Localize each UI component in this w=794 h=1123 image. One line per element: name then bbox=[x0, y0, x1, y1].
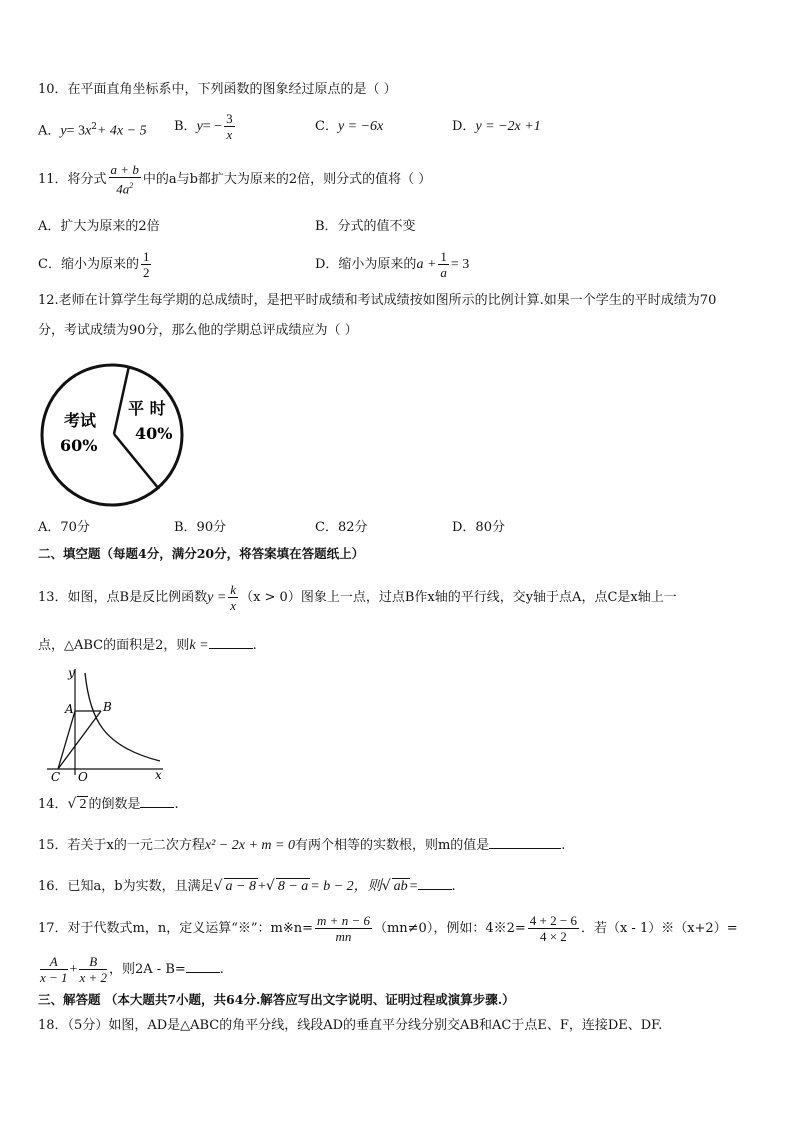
q11-option-b[interactable]: B．分式的值不变 bbox=[315, 219, 416, 234]
graph-label-y: y bbox=[68, 666, 75, 680]
q13-answer-blank[interactable] bbox=[209, 636, 253, 649]
q14-stem: 14．√ 2 的倒数是 . bbox=[38, 796, 179, 812]
section-heading-solutions: 三、解答题 （本大题共7小题，共64分.解答应写出文字说明、证明过程或演算步骤.） bbox=[38, 992, 515, 1007]
graph-label-x: x bbox=[155, 768, 162, 782]
q15-answer-blank[interactable] bbox=[489, 836, 561, 849]
pie-value-exam: 60% bbox=[60, 436, 98, 455]
q13-stem-line2: 点，△ABC的面积是2，则k = . bbox=[38, 638, 257, 653]
q18-stem: 18．（5分）如图，AD是△ABC的角平分线，线段AD的垂直平分线分别交AB和AC于点E、F，连接DE、DF. bbox=[38, 1018, 663, 1033]
q16-stem: 16．已知a，b为实数，且满足√ a − 8 +√ 8 − a = b − 2，则√ ab = . bbox=[38, 878, 456, 894]
q10-option-a[interactable]: A．$y= 3x^2+ 4x - 5$ bbox=[38, 122, 147, 139]
q11-option-a[interactable]: A．扩大为原来的2倍 bbox=[38, 219, 160, 234]
graph-label-b: B bbox=[103, 700, 112, 714]
graph-label-o: O bbox=[78, 770, 88, 783]
q15-stem: 15．若关于x的一元二次方程x² − 2x + m = 0有两个相等的实数根，则m的值是 . bbox=[38, 838, 566, 853]
q10-option-c[interactable]: C．y = −6x bbox=[315, 119, 384, 134]
graph-label-c: C bbox=[51, 770, 61, 783]
q10-stem: 10．在平面直角坐标系中，下列函数的图象经过原点的是（ ） bbox=[38, 82, 397, 97]
q13-stem: 13．如图，点B是反比例函数y = $\frac{k}{x}$ （x > 0）图象上一点，过点B作x轴的平行线，交y轴于点A，点C是x轴上一 bbox=[38, 582, 677, 613]
q17-stem-line2: $\frac{A}{x - 1}$ + $\frac{B}{x + 2}$ ，则2A - B= . bbox=[40, 954, 224, 985]
q11-fraction: $\frac{a + b}{4a^2}$ bbox=[110, 162, 139, 197]
q12-stem-line1: 12.老师在计算学生每学期的总成绩时，是把平时成绩和考试成绩按如图所示的比例计算.如果一个学生的平时成绩为70 bbox=[38, 293, 717, 308]
q12-stem-line2: 分，考试成绩为90分，那么他的学期总评成绩应为（ ） bbox=[38, 323, 358, 338]
pie-chart-figure bbox=[38, 350, 188, 510]
pie-value-regular: 40% bbox=[135, 424, 173, 443]
q14-answer-blank[interactable] bbox=[140, 795, 174, 808]
q11-option-d[interactable]: D．缩小为原来的a + $\frac{1}{a}$ = 3 bbox=[315, 249, 470, 280]
q12-option-d[interactable]: D．80分 bbox=[452, 520, 505, 535]
pie-label-regular: 平 时 bbox=[128, 399, 166, 418]
pie-divider-top bbox=[114, 366, 129, 434]
q11-stem: 11．将分式 $\frac{a + b}{4a^2}$ 中的a与b都扩大为原来的2倍，则分式的值将（ ） bbox=[38, 162, 432, 197]
segment-cb bbox=[58, 711, 101, 769]
q17-stem: 17．对于代数式m，n，定义运算“※”：m※n= $\frac{m + n - 6}{mn}$ （mn≠0），例如：4※2= $\frac{4 + 2 - 6}{4 \times 2}$ ．若（x - 1）※（x+2）= bbox=[38, 913, 738, 944]
q10-b-fraction: $\frac{3}{x}$ bbox=[226, 111, 233, 142]
q11-option-c[interactable]: C．缩小为原来的 $\frac{1}{2}$ bbox=[38, 249, 150, 280]
q12-option-a[interactable]: A．70分 bbox=[38, 520, 90, 535]
q13-graph-figure bbox=[45, 663, 170, 783]
q10-option-d[interactable]: D．y = −2x +1 bbox=[452, 119, 541, 134]
pie-label-exam: 考试 bbox=[64, 411, 97, 430]
q10-option-b[interactable]: B．y= − $\frac{3}{x}$ bbox=[174, 111, 233, 142]
q16-answer-blank[interactable] bbox=[418, 877, 452, 890]
segment-ca bbox=[58, 711, 75, 769]
q12-option-c[interactable]: C．82分 bbox=[315, 520, 368, 535]
q17-answer-blank[interactable] bbox=[186, 960, 220, 973]
graph-label-a: A bbox=[65, 702, 74, 716]
q12-option-b[interactable]: B．90分 bbox=[174, 520, 227, 535]
section-heading-fill-in: 二、填空题（每题4分，满分20分，将答案填在答题纸上） bbox=[38, 546, 365, 561]
